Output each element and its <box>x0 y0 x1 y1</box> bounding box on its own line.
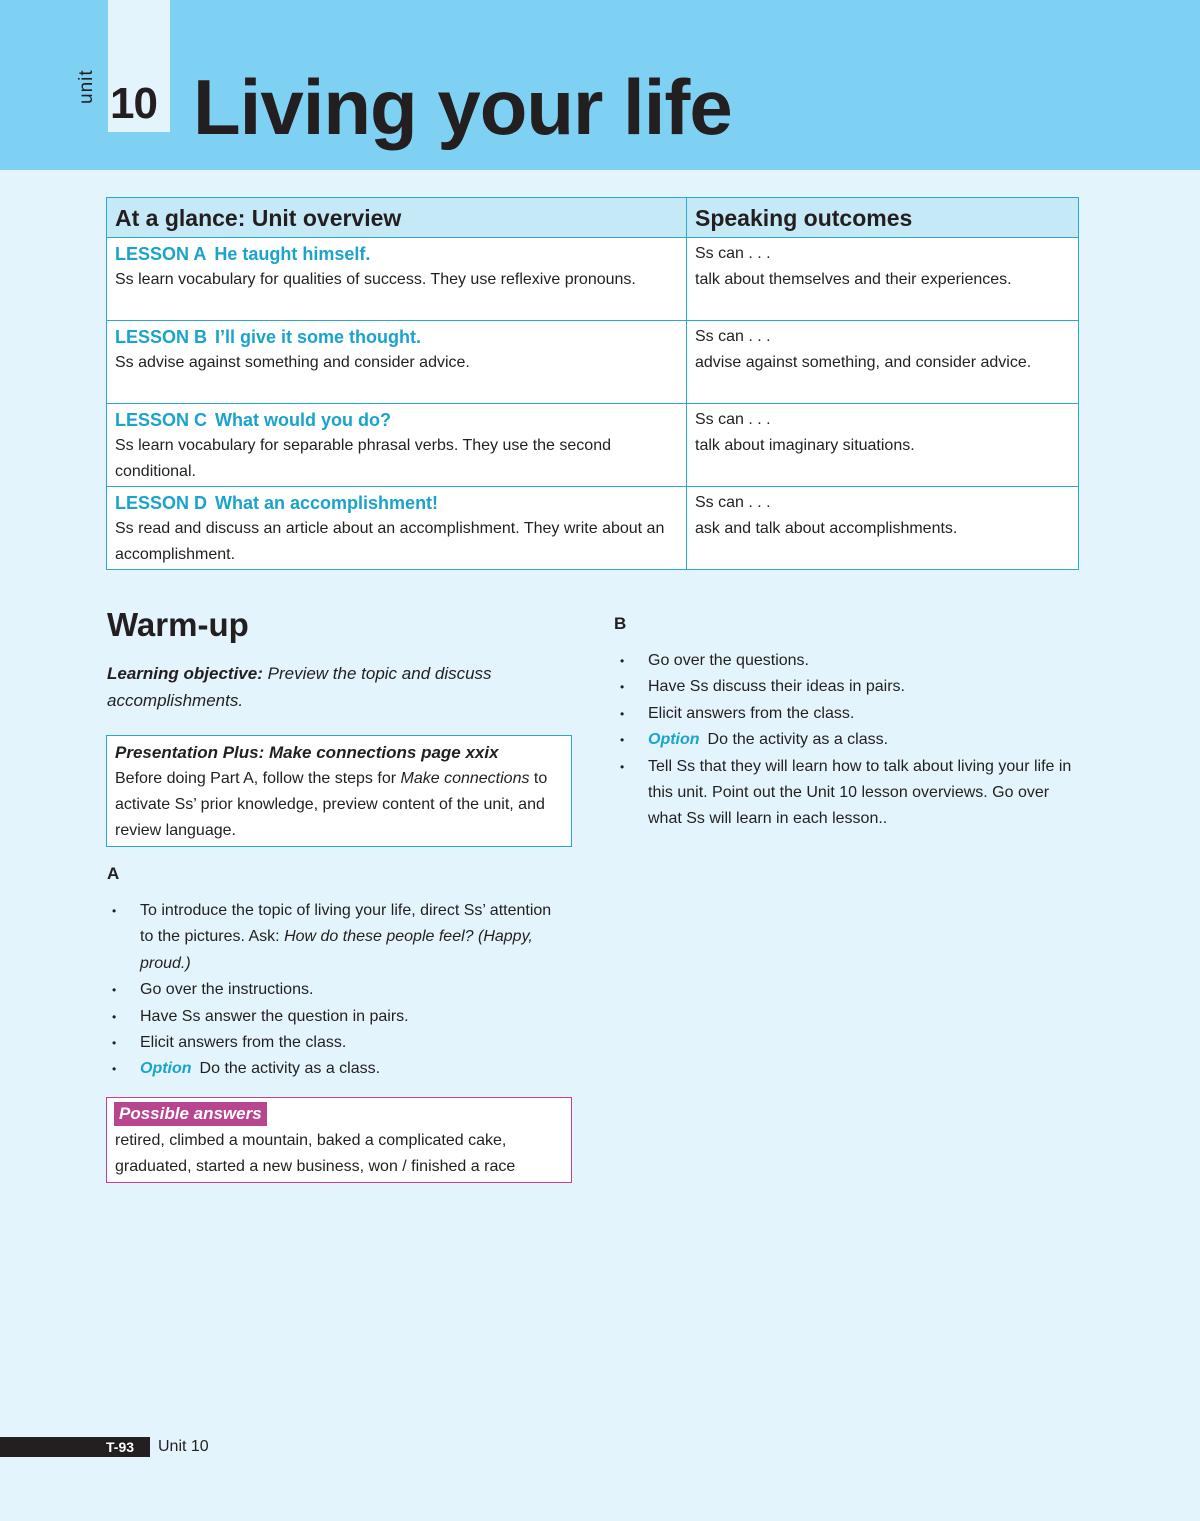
lesson-label: LESSON A <box>115 244 207 264</box>
outcome-cell <box>687 404 1079 487</box>
lesson-heading <box>115 324 678 350</box>
outcome-lead: Ss can . . . <box>695 411 771 428</box>
outcome-lead: Ss can . . . <box>695 494 771 511</box>
lesson-heading <box>115 407 678 433</box>
possible-answers-box <box>106 1097 572 1183</box>
lesson-description: Ss learn vocabulary for qualities of success. They use reflexive pronouns. <box>115 271 636 288</box>
table-row <box>107 238 1079 321</box>
list-item: • Go over the instructions. <box>106 977 566 1003</box>
lesson-label: LESSON D <box>115 493 208 513</box>
warmup-title: Warm-up <box>107 606 249 643</box>
possible-answers-text: retired, climbed a mountain, baked a complicated cake, graduated, started a new business, won / finished a race <box>115 1132 516 1175</box>
pp-text-italic: Make connections <box>400 770 530 787</box>
lesson-title: What would you do? <box>215 410 391 430</box>
lesson-description: Ss learn vocabulary for separable phrasal verbs. They use the second conditional. <box>115 437 611 480</box>
outcome-cell <box>687 487 1079 570</box>
objective-text: Preview the topic and discuss accomplishments. <box>107 664 492 710</box>
outcome-text: advise against something, and consider advice. <box>695 354 1032 371</box>
table-header-row <box>107 198 1079 238</box>
list-item: • Have Ss answer the question in pairs. <box>106 1004 566 1030</box>
list-item <box>106 1056 566 1082</box>
presentation-plus-text <box>115 766 563 844</box>
table-row <box>107 321 1079 404</box>
possible-answers-label: Possible answers <box>114 1102 267 1126</box>
lesson-label: LESSON B <box>115 327 208 347</box>
unit-number: 10 <box>110 79 157 128</box>
part-b-list <box>614 648 1084 833</box>
lesson-title: What an accomplishment! <box>215 493 439 513</box>
option-label: Option <box>140 1060 192 1078</box>
footer-unit-label: Unit 10 <box>158 1438 209 1455</box>
outcome-text: talk about imaginary situations. <box>695 437 915 454</box>
outcomes-column-header: Speaking outcomes <box>687 198 1079 238</box>
lesson-title: I’ll give it some thought. <box>215 327 422 347</box>
overview-column-header: At a glance: Unit overview <box>107 198 687 238</box>
list-item: • Elicit answers from the class. <box>106 1030 566 1056</box>
lesson-cell <box>107 487 687 570</box>
lesson-cell <box>107 238 687 321</box>
presentation-plus-box <box>106 735 572 847</box>
table-row <box>107 487 1079 570</box>
part-b-label: B <box>614 614 627 633</box>
list-item-text: Do the activity as a class. <box>707 731 889 749</box>
outcome-cell <box>687 321 1079 404</box>
list-item <box>614 727 1084 753</box>
part-a-label: A <box>107 864 120 883</box>
lesson-cell <box>107 321 687 404</box>
lesson-description: Ss advise against something and consider advice. <box>115 354 470 371</box>
pp-text-end: to activate Ss’ prior knowledge, preview content of the unit, and review language. <box>115 770 548 839</box>
outcome-cell <box>687 238 1079 321</box>
list-item-text: To introduce the topic of living your life, direct Ss’ attention to the pictures. Ask: <box>140 902 552 946</box>
list-item: • Tell Ss that they will learn how to talk about living your life in this unit. Point out the Unit 10 lesson overviews. Go over what Ss will learn in each lesson.. <box>614 754 1084 833</box>
lesson-description: Ss read and discuss an article about an accomplishment. They write about an accomplishment. <box>115 520 665 563</box>
outcome-lead: Ss can . . . <box>695 245 771 262</box>
lesson-heading <box>115 241 678 267</box>
part-a-list <box>106 898 566 1083</box>
outcome-lead: Ss can . . . <box>695 328 771 345</box>
table-row <box>107 404 1079 487</box>
list-item <box>106 898 566 977</box>
unit-word: unit <box>76 69 97 104</box>
option-label: Option <box>648 731 700 749</box>
lesson-heading <box>115 490 678 516</box>
list-item-italic: How do these people feel? (Happy, proud.) <box>140 928 533 972</box>
pp-text-start: Before doing Part A, follow the steps for <box>115 770 401 787</box>
lesson-label: LESSON C <box>115 410 208 430</box>
page-number: T-93 <box>106 1439 135 1455</box>
learning-objective <box>107 660 567 714</box>
list-item: • Elicit answers from the class. <box>614 701 1084 727</box>
page-title: Living your life <box>193 63 732 151</box>
presentation-plus-title: Presentation Plus: Make connections page xxix <box>115 743 499 762</box>
list-item-text: Do the activity as a class. <box>199 1060 381 1078</box>
unit-overview-table <box>106 197 1079 570</box>
lesson-title: He taught himself. <box>214 244 371 264</box>
outcome-text: talk about themselves and their experiences. <box>695 271 1012 288</box>
objective-label: Learning objective: <box>107 664 263 683</box>
list-item: • Go over the questions. <box>614 648 1084 674</box>
lesson-cell <box>107 404 687 487</box>
list-item: • Have Ss discuss their ideas in pairs. <box>614 674 1084 700</box>
outcome-text: ask and talk about accomplishments. <box>695 520 958 537</box>
